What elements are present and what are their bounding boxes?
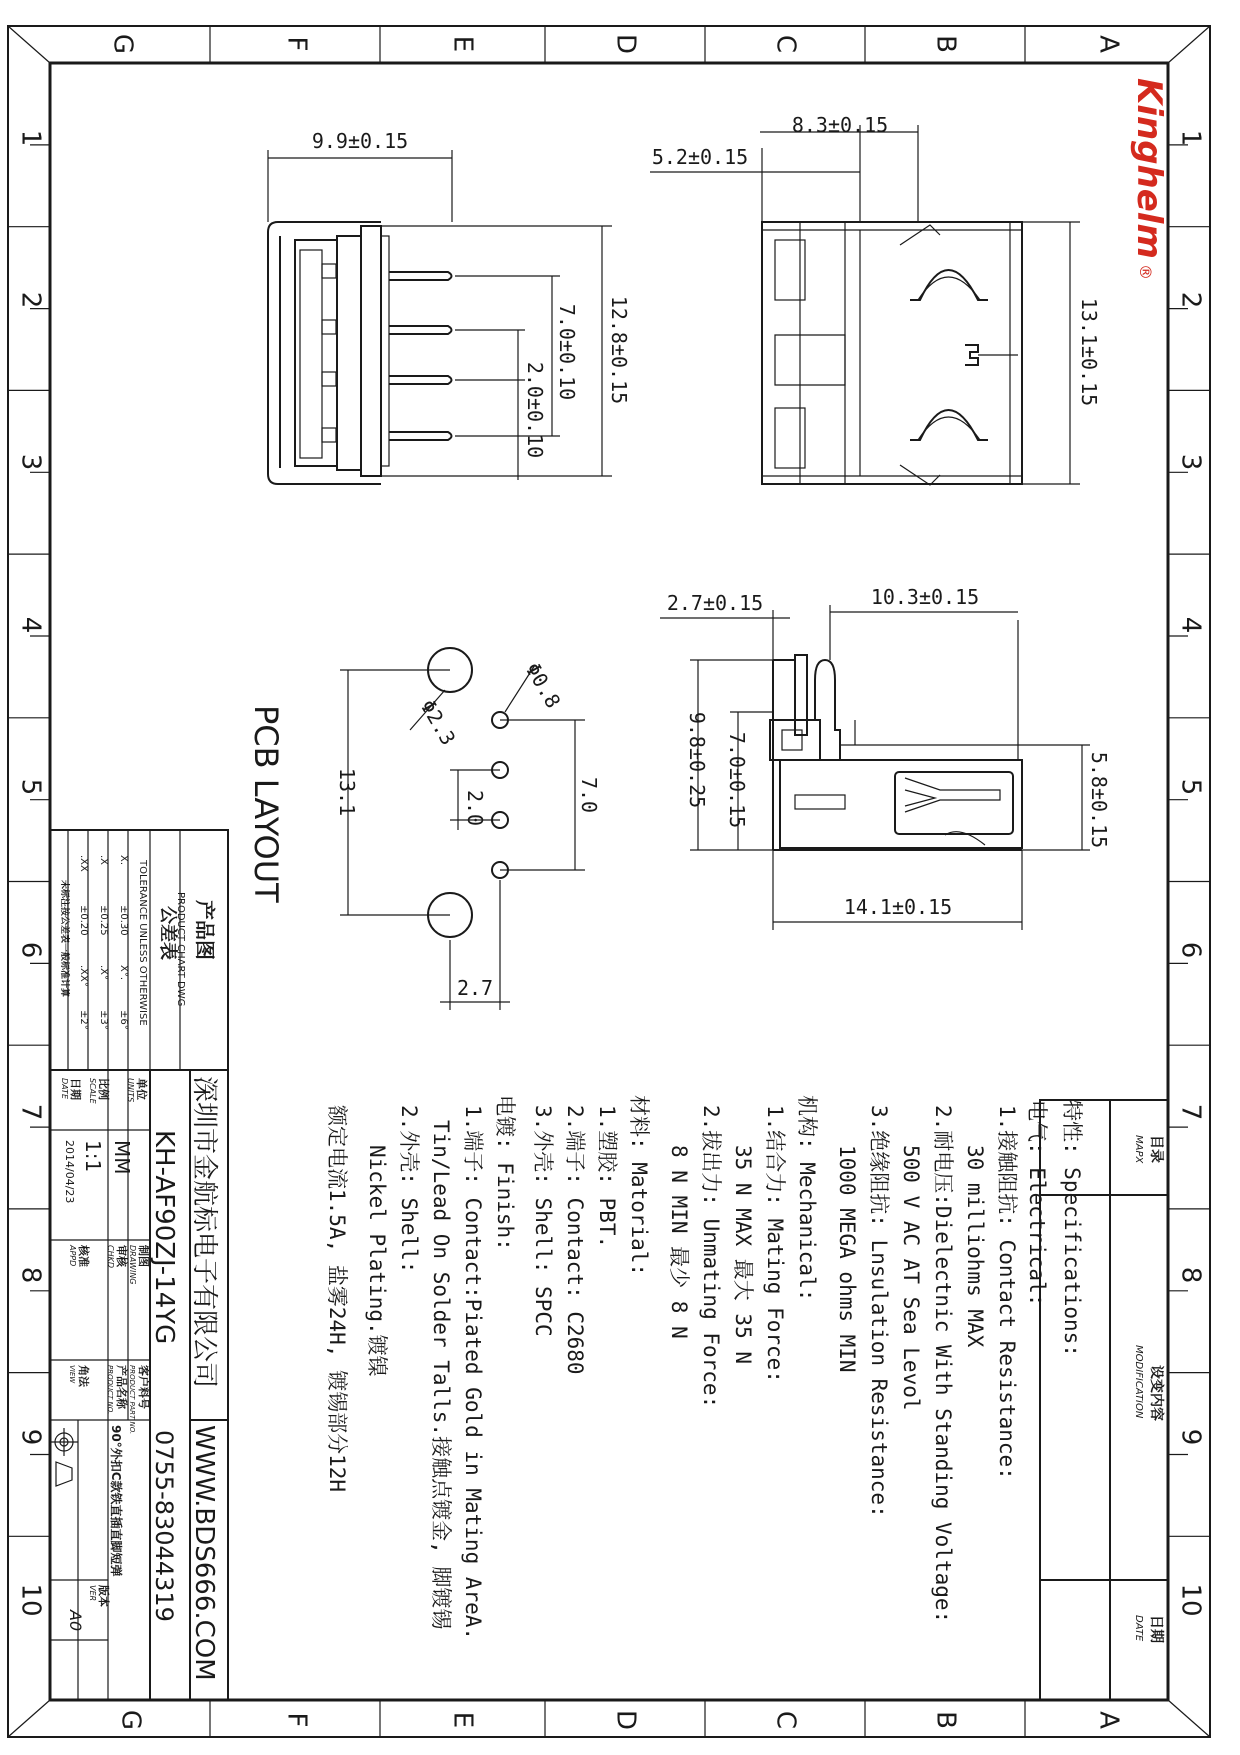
dim-label: 5.8±0.15 bbox=[1087, 751, 1111, 849]
spec-line: 1.结合力: Mating Force: bbox=[763, 1105, 787, 1383]
zone-letter: C bbox=[770, 34, 801, 54]
zone-letter: B bbox=[930, 35, 961, 53]
company-name: 深圳市金航标电子有限公司 bbox=[189, 1076, 219, 1389]
spec-line: 特性: Specifications: bbox=[1060, 1100, 1084, 1357]
units-label-en: UNITS bbox=[126, 1078, 135, 1103]
dim-label: 14.1±0.15 bbox=[843, 895, 953, 919]
zone-number: 5 bbox=[1175, 778, 1206, 796]
zone-number: 6 bbox=[1175, 941, 1206, 959]
zone-letter: G bbox=[115, 1709, 146, 1731]
spec-line: 机构: Mechanical: bbox=[795, 1095, 819, 1302]
tolerance-title-en: TOLERANCE UNLESS OTHERWISE bbox=[137, 860, 148, 1026]
scale-label-en: SCALE bbox=[88, 1078, 97, 1104]
spec-line: 额定电流1.5A, 盐雾24H, 镀锡部分12H bbox=[325, 1105, 349, 1493]
tol-angle-value: ±6° bbox=[118, 1010, 129, 1030]
spec-line: 电镀: Finish: bbox=[493, 1095, 517, 1251]
zone-number: 4 bbox=[15, 616, 46, 634]
spec-line: 8 N MIN 最少 8 N bbox=[667, 1145, 691, 1339]
dim-label: 5.2±0.15 bbox=[651, 145, 749, 169]
appd-label: 核准 bbox=[77, 1245, 90, 1267]
zone-number: 5 bbox=[15, 778, 46, 796]
rev-mark: 目录 bbox=[1148, 1135, 1164, 1163]
zone-letter: F bbox=[281, 1712, 312, 1728]
zone-number: 10 bbox=[1175, 1583, 1206, 1617]
tol-linear: .XX bbox=[78, 855, 89, 872]
dim-label: 7.0±0.10 bbox=[555, 303, 579, 401]
spec-line: Nickel Plating.镀镍 bbox=[365, 1145, 389, 1377]
rev-mark-en: MAPX bbox=[1133, 1135, 1144, 1164]
brand-logo bbox=[1129, 78, 1169, 280]
zone-number: 10 bbox=[15, 1583, 46, 1617]
zone-number: 3 bbox=[15, 453, 46, 471]
rev-modification: 设变内容 bbox=[1148, 1365, 1164, 1421]
spec-line: 2.拔出力: Unmating Force: bbox=[699, 1105, 723, 1409]
dim-label: 7.0±0.15 bbox=[725, 731, 749, 829]
spec-line: 1000 MEGA ohms MIN bbox=[835, 1145, 859, 1373]
registered-mark: ® bbox=[1136, 264, 1155, 280]
drawing-label: 制图 bbox=[137, 1245, 150, 1267]
date-label: 日期 bbox=[69, 1078, 82, 1100]
zone-number: 8 bbox=[15, 1266, 46, 1284]
pcb-title: PCB LAYOUT bbox=[247, 705, 285, 903]
zone-number: 1 bbox=[1175, 129, 1206, 147]
tol-angle: .XX° bbox=[78, 965, 89, 987]
tol-angle: .X° bbox=[98, 965, 109, 981]
product-label-en: PRODUCT NO. bbox=[106, 1365, 114, 1415]
product-label: 产品名称 bbox=[115, 1365, 128, 1409]
spec-line: 2.端子: Contact: C2680 bbox=[563, 1105, 587, 1375]
zone-letter: B bbox=[930, 1711, 961, 1729]
dim-label: 2.0±0.10 bbox=[523, 361, 547, 459]
zone-letter: G bbox=[107, 33, 138, 55]
zone-number: 7 bbox=[1175, 1103, 1206, 1121]
zone-letter: E bbox=[447, 35, 478, 53]
tol-angle-value: ±2° bbox=[78, 1010, 89, 1030]
view-label-en: VIEW bbox=[68, 1365, 76, 1384]
scale-value: 1:1 bbox=[81, 1140, 105, 1173]
dim-label: 12.8±0.15 bbox=[607, 295, 631, 405]
spec-line: 35 N MAX 最大 35 N bbox=[731, 1145, 755, 1365]
check-label-en: CHKD bbox=[106, 1245, 115, 1269]
dim-label: 2.7 bbox=[456, 976, 494, 1000]
rev-modification-en: MODIFICATION bbox=[1133, 1345, 1144, 1419]
zone-number: 2 bbox=[15, 291, 46, 309]
dim-label: 13.1±0.15 bbox=[1077, 297, 1101, 407]
logo-text: Kinghelm bbox=[1129, 78, 1169, 259]
phone: 0755-83044319 bbox=[150, 1430, 178, 1622]
dim-label: 2.7±0.15 bbox=[666, 591, 764, 615]
tolerance-note: 未标注按公差表一般标准计算 bbox=[59, 880, 69, 998]
zone-number: 2 bbox=[1175, 291, 1206, 309]
drawing-label-en: DRAWING bbox=[128, 1245, 137, 1285]
rev-date-en: DATE bbox=[1133, 1615, 1144, 1642]
ver-label-en: VER bbox=[88, 1585, 97, 1602]
dim-label: Φ0.8 bbox=[520, 658, 566, 713]
dim-label: 7.0 bbox=[577, 776, 601, 814]
spec-line: 材料: Matorial: bbox=[627, 1095, 651, 1277]
zone-number: 4 bbox=[1175, 616, 1206, 634]
zone-letter: A bbox=[1093, 1711, 1124, 1729]
zone-letter: D bbox=[610, 1709, 641, 1731]
dim-label: Φ2.3 bbox=[415, 695, 461, 750]
part-number: KH-AF90ZJ-14YG bbox=[149, 1130, 179, 1345]
spec-line: Tin/Lead On Solder Talls.接触点镀金, 脚镀锡 bbox=[429, 1120, 453, 1630]
rev-date: 日期 bbox=[1148, 1615, 1164, 1643]
zone-letter: D bbox=[610, 33, 641, 55]
spec-line: 2.耐电压:Dielectnic With Standing Voltage: bbox=[931, 1105, 955, 1624]
spec-line: 电气: Electrical: bbox=[1025, 1100, 1049, 1307]
date-value: 2014/04/23 bbox=[63, 1140, 76, 1204]
tol-linear-value: ±0.30 bbox=[118, 905, 129, 936]
spec-line: 1.端子: Contact:Piated Gold in Mating AreA. bbox=[461, 1105, 485, 1641]
zone-letter: A bbox=[1093, 35, 1124, 53]
zone-letter: E bbox=[447, 1711, 478, 1729]
spec-line: 3.绝缘阻抗: Lnsulation Resistance: bbox=[867, 1105, 891, 1518]
tol-angle: X°. bbox=[118, 965, 129, 981]
website: WWW.BDS666.COM bbox=[189, 1425, 219, 1681]
tol-linear-value: ±0.25 bbox=[98, 905, 109, 936]
zone-number: 1 bbox=[15, 129, 46, 147]
zone-letter: F bbox=[281, 36, 312, 52]
dim-label: 13.1 bbox=[335, 767, 359, 817]
view-label: 角法 bbox=[77, 1365, 90, 1387]
dim-label: 10.3±0.15 bbox=[870, 585, 980, 609]
dim-label: 9.9±0.15 bbox=[311, 129, 409, 153]
customer-label-en: PRODUCT PART NO. bbox=[128, 1365, 136, 1435]
tolerance-title-cn: 公差表 bbox=[157, 906, 178, 960]
spec-line: 3.外壳: Shell: SPCC bbox=[531, 1105, 555, 1337]
spec-line: 30 milliohms MAX bbox=[963, 1145, 987, 1348]
units-label: 单位 bbox=[135, 1078, 148, 1100]
ver-label: 版本 bbox=[97, 1585, 110, 1607]
dim-label: 9.8±0.25 bbox=[685, 711, 709, 809]
zone-number: 8 bbox=[1175, 1266, 1206, 1284]
zone-number: 9 bbox=[1175, 1428, 1206, 1446]
spec-line: 2.外壳: Shell: bbox=[397, 1105, 421, 1274]
customer-label: 客户料号 bbox=[137, 1365, 150, 1409]
units-value: MM bbox=[110, 1140, 134, 1175]
spec-line: 500 V AC AT Sea Levol bbox=[899, 1145, 923, 1411]
dim-label: 2.0 bbox=[463, 789, 487, 827]
tol-linear: X. bbox=[118, 855, 129, 866]
tol-angle-value: ±3° bbox=[98, 1010, 109, 1030]
tol-linear-value: ±0.20 bbox=[78, 905, 89, 936]
ver-value: A0 bbox=[66, 1610, 85, 1632]
spec-line: 1.塑胶: PBT. bbox=[595, 1105, 619, 1249]
date-label-en: DATE bbox=[60, 1078, 69, 1099]
dim-label: 8.3±0.15 bbox=[791, 113, 889, 137]
chart-title-en: PRODUCT CHART DWG bbox=[175, 892, 186, 1007]
zone-number: 6 bbox=[15, 941, 46, 959]
check-label: 审核 bbox=[115, 1245, 128, 1267]
zone-letter: C bbox=[770, 1710, 801, 1730]
chart-title-cn: 产品图 bbox=[193, 900, 217, 960]
zone-number: 3 bbox=[1175, 453, 1206, 471]
appd-label-en: APPD bbox=[68, 1245, 77, 1267]
scale-label: 比例 bbox=[97, 1078, 110, 1100]
zone-number: 9 bbox=[15, 1428, 46, 1446]
tol-linear: .X bbox=[98, 855, 109, 866]
zone-number: 7 bbox=[15, 1103, 46, 1121]
spec-line: 1.接触阻抗: Contact Resistance: bbox=[995, 1105, 1019, 1480]
product-name: 90°外扣C款铁直插直脚短弹 bbox=[109, 1425, 123, 1577]
